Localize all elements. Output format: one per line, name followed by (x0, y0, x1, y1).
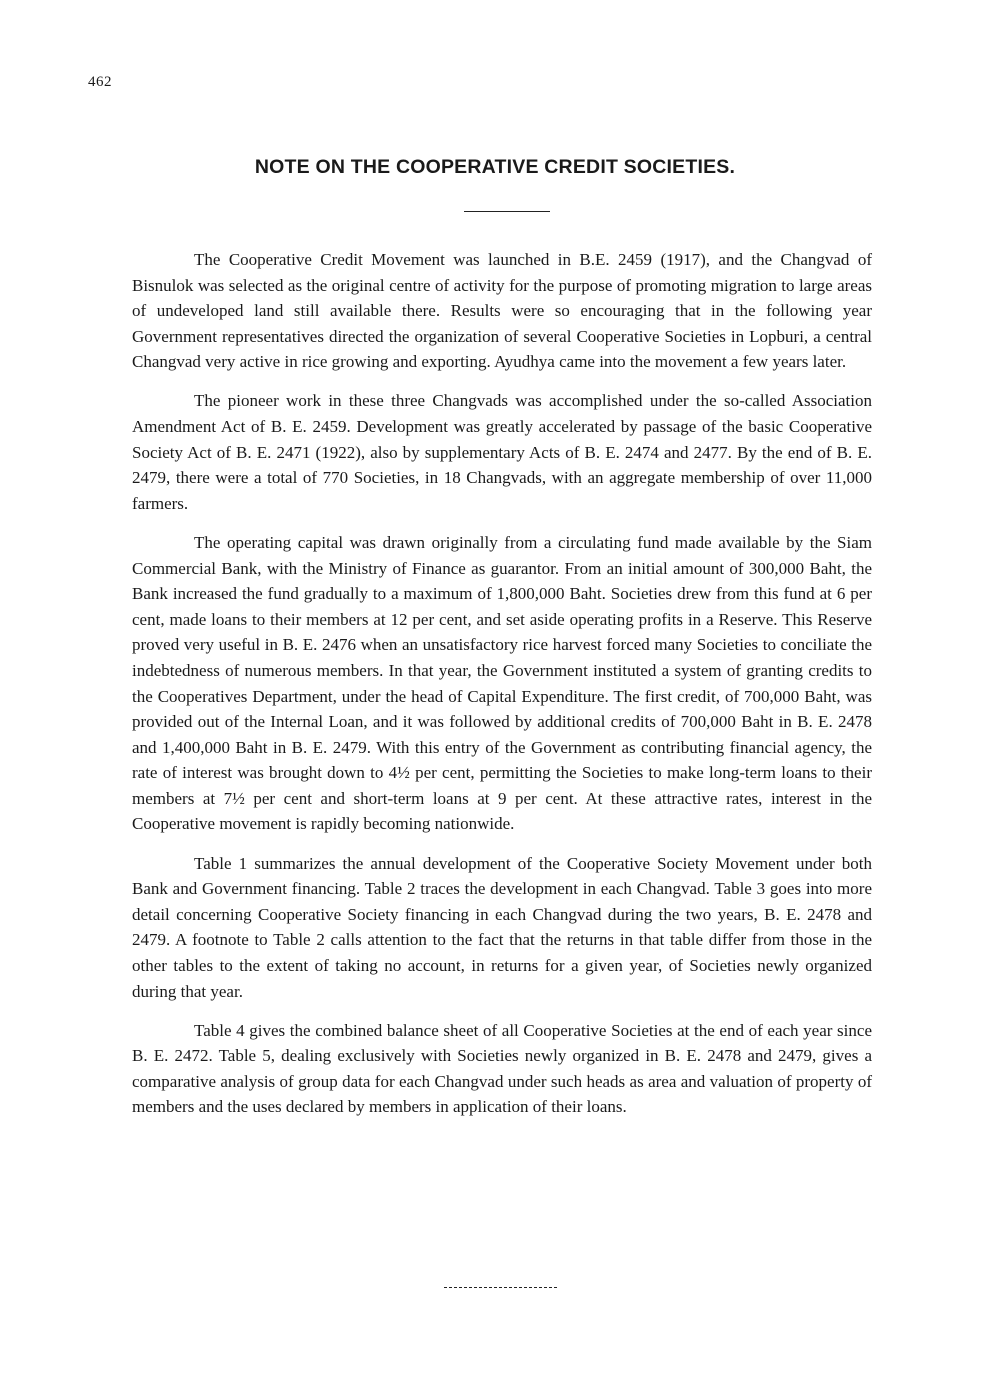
closing-dashed-rule (444, 1287, 557, 1288)
title-underline-rule (464, 211, 550, 212)
document-body (132, 247, 872, 1120)
paragraph-pioneer-work: The pioneer work in these three Changvads was accomplished under the so-called Association Amendment Act of B. E. 2459. Development was greatly accelerated by passage of the basic Cooperative Society Act of B. E. 2471 (1922), also by supplementary Acts of B. E. 2474 and 2477. By the end of B. E. 2479, there were a total of 770 Societies, in 18 Changvads, with an aggregate membership of over 11,000 farmers. (132, 391, 872, 513)
paragraph-launch-of-movement: The Cooperative Credit Movement was launched in B.E. 2459 (1917), and the Changvad of Bisnulok was selected as the original centre of activity for the purpose of promoting migration to large areas of undeveloped land still available there. Results were so encouraging that in the following year Government representatives directed the organization of several Cooperative Societies in Lopburi, a central Changvad very active in rice growing and exporting. Ayudhya came into the movement a few years later. (132, 250, 872, 372)
paragraph-operating-capital: The operating capital was drawn originally from a circulating fund made available by the Siam Commercial Bank, with the Ministry of Finance as guarantor. From an initial amount of 300,000 Baht, the Bank increased the fund gradually to a maximum of 1,800,000 Baht. Societies drew from this fund at 6 per cent, made loans to their members at 12 per cent, and set aside operating profits in a Reserve. This Reserve proved very useful in B. E. 2476 when an unsatisfactory rice harvest forced many Societies to conciliate the indebtedness of numerous members. In that year, the Government instituted a system of granting credits to the Cooperatives Department, under the head of Capital Expenditure. The first credit, of 700,000 Baht, was provided out of the Internal Loan, and it was followed by additional credits of 700,000 Baht in B. E. 2478 and 1,400,000 Baht in B. E. 2479. With this entry of the Government as contributing financial agency, the rate of interest was brought down to 4½ per cent, permitting the Societies to make long-term loans to their members at 7½ per cent and short-term loans at 9 per cent. At these attractive rates, interest in the Cooperative movement is rapidly becoming nationwide. (132, 532, 872, 834)
paragraph-tables-summary: Table 1 summarizes the annual development of the Cooperative Society Movement under both Bank and Government financing. Table 2 traces the development in each Changvad. Table 3 goes into more detail concerning Cooperative Society financing in each Changvad during the two years, B. E. 2478 and 2479. A footnote to Table 2 calls attention to the fact that the returns in that table differ from those in the other tables to the extent of taking no account, in returns for a given year, of Societies newly organized during that year. (132, 853, 872, 1001)
paragraph-balance-sheet: Table 4 gives the combined balance sheet of all Cooperative Societies at the end of each year since B. E. 2472. Table 5, dealing exclusively with Societies newly organized in B. E. 2478 and 2479, gives a comparative analysis of group data for each Changvad under such heads as area and valuation of property of members and the uses declared by members in application of their loans. (132, 1020, 872, 1117)
page-number: 462 (88, 74, 112, 90)
page-title: NOTE ON THE COOPERATIVE CREDIT SOCIETIES. (254, 156, 736, 178)
